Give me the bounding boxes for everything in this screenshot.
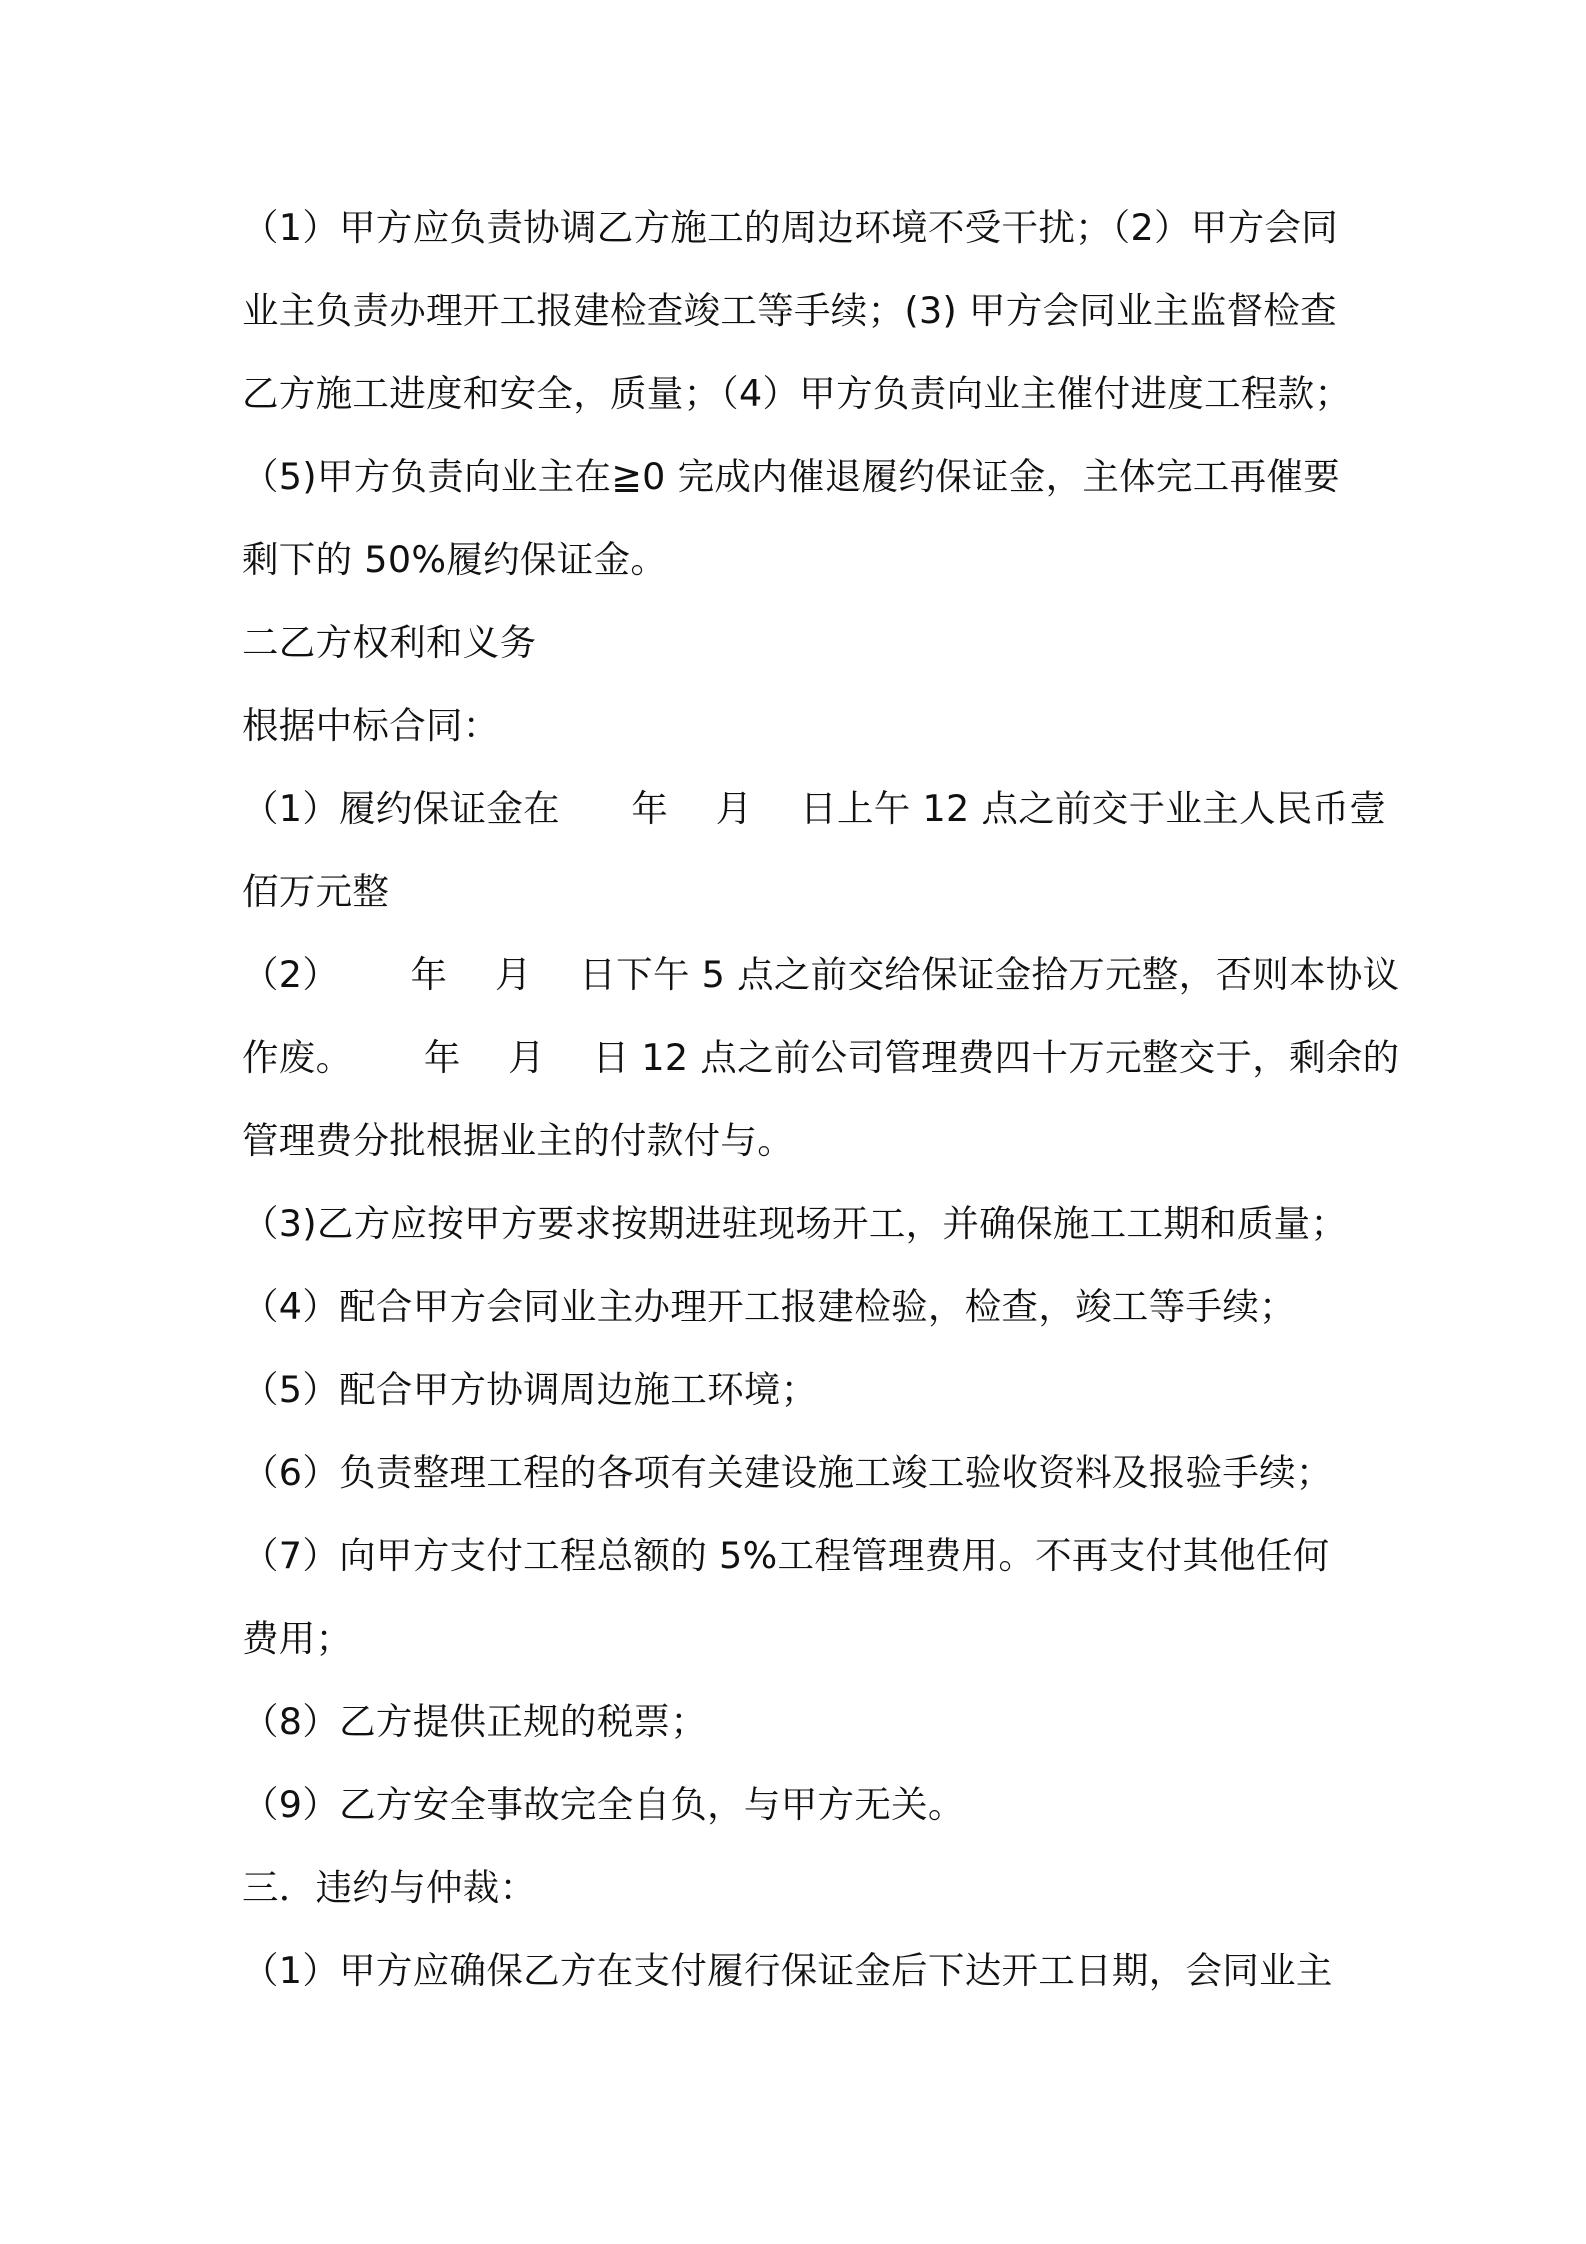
text-line: （5）配合甲方协调周边施工环境； [242, 1368, 818, 1411]
text-line: （5)甲方负责向业主在≧0 完成内催退履约保证金，主体完工再催要 [242, 455, 1340, 498]
text-line: 业主负责办理开工报建检查竣工等手续；(3) 甲方会同业主监督检查 [242, 289, 1337, 332]
text-line: （2） 年 月 日下午 5 点之前交给保证金拾万元整，否则本协议 [242, 953, 1400, 996]
section-heading: 三．违约与仲裁： [242, 1866, 537, 1909]
text-line: 费用； [242, 1617, 353, 1660]
text-line: （9）乙方安全事故完全自负，与甲方无关。 [242, 1783, 965, 1826]
text-line: （1）履约保证金在 年 月 日上午 12 点之前交于业主人民币壹 [242, 787, 1387, 830]
text-line: （1）甲方应负责协调乙方施工的周边环境不受干扰；（2）甲方会同 [242, 206, 1338, 249]
text-line: 根据中标合同： [242, 704, 500, 747]
text-line: （4）配合甲方会同业主办理开工报建检验，检查，竣工等手续； [242, 1285, 1296, 1328]
text-line: 佰万元整 [242, 870, 390, 913]
text-line: 乙方施工进度和安全，质量；（4）甲方负责向业主催付进度工程款； [242, 372, 1352, 415]
text-line: （1）甲方应确保乙方在支付履行保证金后下达开工日期，会同业主 [242, 1949, 1333, 1992]
text-line: （7）向甲方支付工程总额的 5%工程管理费用。不再支付其他任何 [242, 1534, 1330, 1577]
text-line: 作废。 年 月 日 12 点之前公司管理费四十万元整交于，剩余的 [242, 1036, 1400, 1079]
text-line: 剩下的 50%履约保证金。 [242, 538, 668, 581]
text-line: 管理费分批根据业主的付款付与。 [242, 1119, 794, 1162]
text-line: （3)乙方应按甲方要求按期进驻现场开工，并确保施工工期和质量； [242, 1202, 1348, 1245]
section-heading: 二乙方权利和义务 [242, 621, 537, 664]
text-line: （6）负责整理工程的各项有关建设施工竣工验收资料及报验手续； [242, 1451, 1333, 1494]
text-line: （8）乙方提供正规的税票； [242, 1700, 708, 1743]
